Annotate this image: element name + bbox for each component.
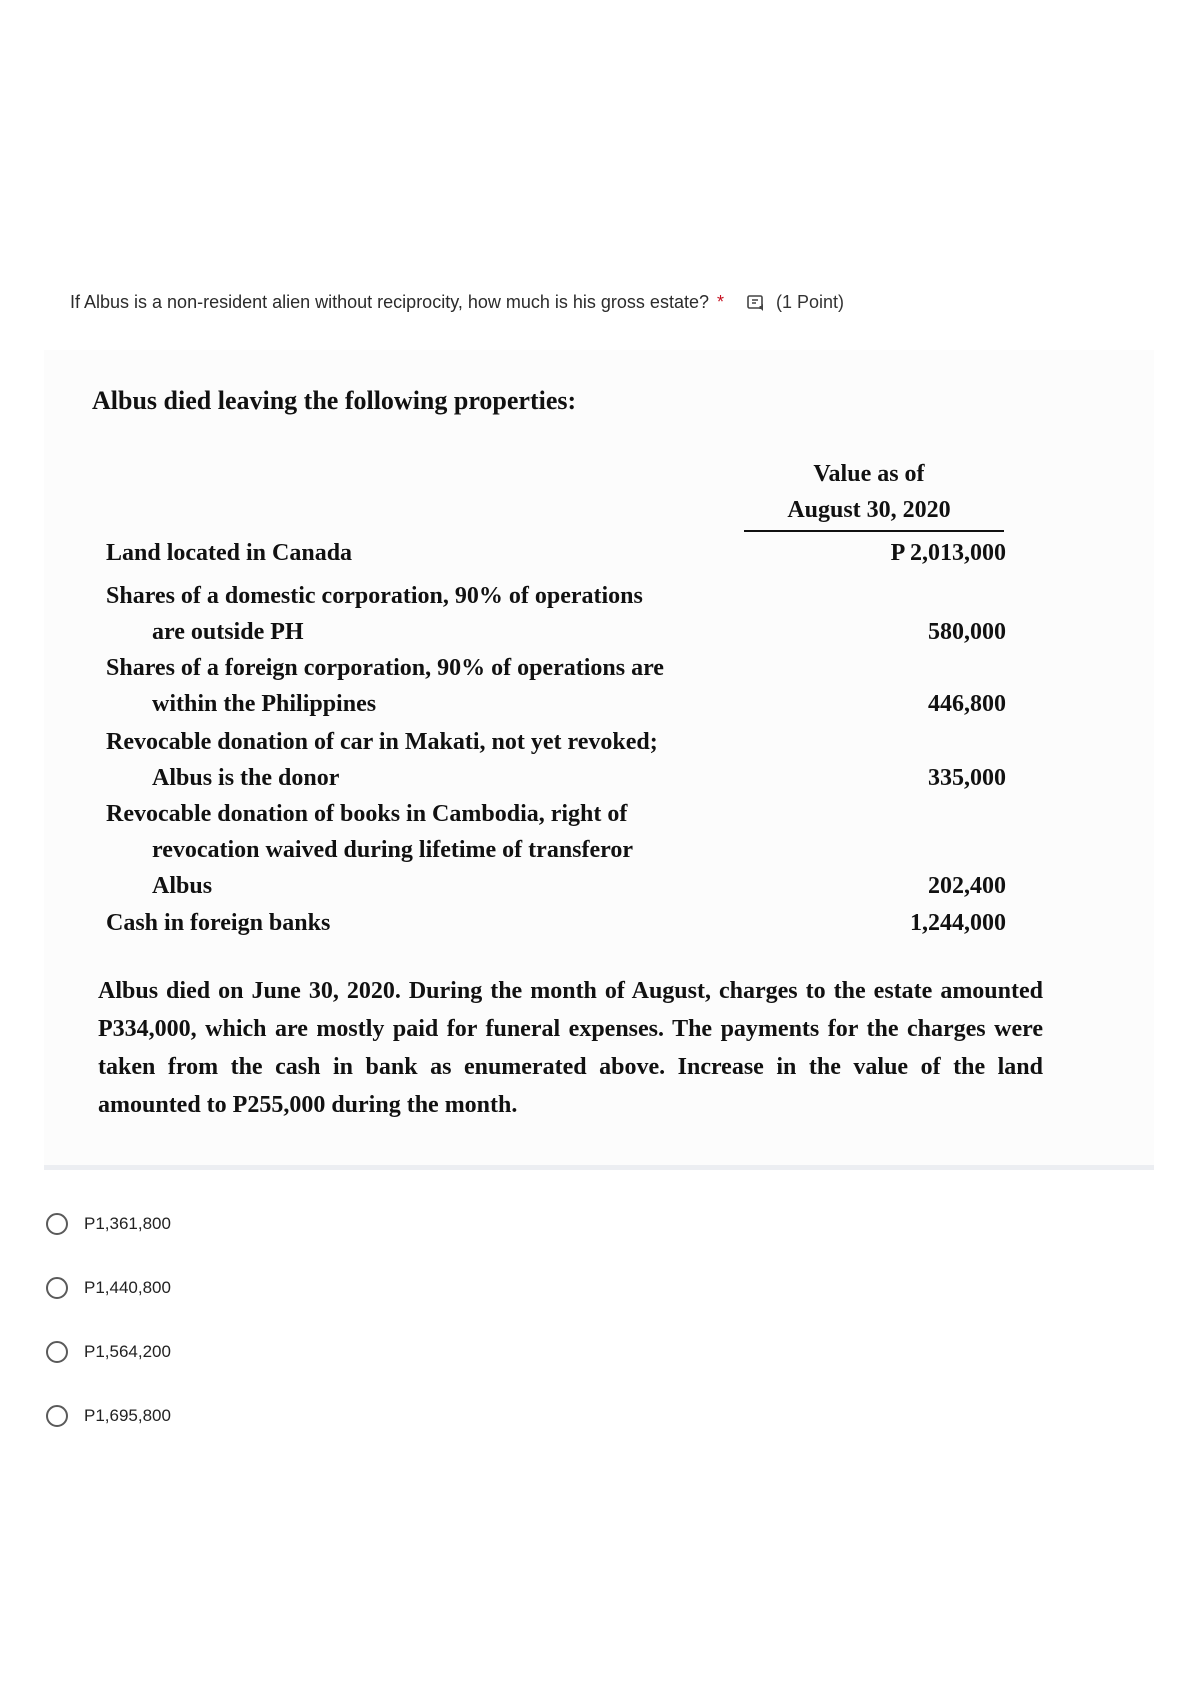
answer-option[interactable] bbox=[46, 1402, 171, 1430]
option-label: P1,440,800 bbox=[84, 1278, 171, 1297]
question-text: If Albus is a non-resident alien without reciprocity, how much is his gross estate? bbox=[70, 292, 709, 312]
property-value: 446,800 bbox=[928, 691, 1006, 717]
radio-button[interactable] bbox=[46, 1341, 68, 1363]
option-label: P1,564,200 bbox=[84, 1342, 171, 1361]
property-value: 335,000 bbox=[928, 765, 1006, 791]
property-row: Revocable donation of books in Cambodia, right of revocation waived during lifetime of transferor Albus 202,400 bbox=[106, 796, 1006, 904]
answer-options bbox=[46, 1210, 171, 1466]
column-underline bbox=[744, 530, 1004, 532]
immersive-reader-icon[interactable] bbox=[746, 293, 768, 313]
answer-option[interactable] bbox=[46, 1338, 171, 1366]
question-image bbox=[44, 350, 1154, 1165]
answer-option[interactable] bbox=[46, 1210, 171, 1238]
answer-option[interactable] bbox=[46, 1274, 171, 1302]
property-value: 580,000 bbox=[928, 619, 1006, 645]
value-column-header: Value as of August 30, 2020 bbox=[787, 461, 951, 523]
property-row: Shares of a foreign corporation, 90% of operations are within the Philippines 446,800 bbox=[106, 650, 1006, 722]
question-title bbox=[70, 292, 1150, 313]
property-value: 1,244,000 bbox=[910, 910, 1006, 936]
radio-button[interactable] bbox=[46, 1405, 68, 1427]
scan-heading: Albus died leaving the following properties: bbox=[92, 386, 577, 415]
property-row: Land located in Canada P 2,013,000 bbox=[106, 540, 1006, 566]
option-label: P1,695,800 bbox=[84, 1406, 171, 1425]
property-row: Cash in foreign banks 1,244,000 bbox=[106, 910, 1006, 936]
property-value: 202,400 bbox=[928, 873, 1006, 899]
required-marker: * bbox=[716, 292, 724, 312]
radio-button[interactable] bbox=[46, 1213, 68, 1235]
problem-narrative: Albus died on June 30, 2020. During the month of August, charges to the estate amounted P334,000, which are mostly paid for funeral expenses. The payments for the charges were taken from the cash in bank as enumerated above. Increase in the value of the land amounted to P255,000 during the month. bbox=[98, 978, 1043, 1118]
property-row: Revocable donation of car in Makati, not yet revoked; Albus is the donor 335,000 bbox=[106, 724, 1006, 796]
radio-button[interactable] bbox=[46, 1277, 68, 1299]
option-label: P1,361,800 bbox=[84, 1214, 171, 1233]
property-value: P 2,013,000 bbox=[890, 540, 1006, 566]
property-row: Shares of a domestic corporation, 90% of operations are outside PH 580,000 bbox=[106, 578, 1006, 650]
image-bottom-edge bbox=[44, 1165, 1154, 1170]
points-label: (1 Point) bbox=[776, 292, 845, 312]
